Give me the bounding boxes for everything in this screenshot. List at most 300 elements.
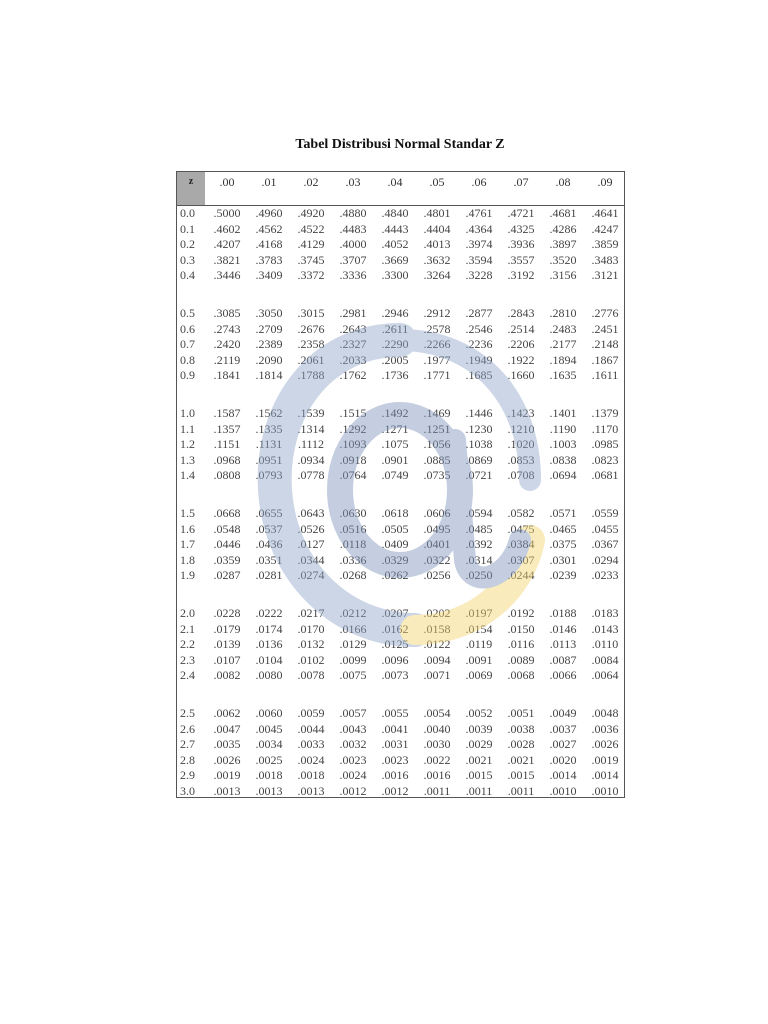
- probability-cell: .2148: [591, 337, 619, 352]
- probability-cell: .0268: [339, 568, 367, 583]
- probability-cell: .0013: [213, 784, 241, 798]
- probability-cell: .0087: [549, 652, 577, 667]
- z-value: 0.7: [180, 337, 195, 352]
- probability-cell: .0013: [255, 784, 283, 798]
- probability-cell: .0526: [297, 521, 325, 536]
- probability-cell: .2358: [297, 337, 325, 352]
- probability-cell: .4880: [339, 206, 367, 220]
- probability-cell: .0031: [381, 737, 409, 752]
- probability-cell: .0239: [549, 568, 577, 583]
- probability-cell: .1788: [297, 368, 325, 383]
- probability-cell: .3336: [339, 268, 367, 283]
- probability-cell: .0197: [465, 606, 493, 620]
- probability-cell: .0968: [213, 452, 241, 467]
- probability-cell: .0179: [213, 621, 241, 636]
- probability-cell: .0029: [465, 737, 493, 752]
- probability-cell: .0244: [507, 568, 535, 583]
- probability-cell: .1587: [213, 406, 241, 420]
- probability-cell: .4052: [381, 237, 409, 252]
- probability-cell: .0287: [213, 568, 241, 583]
- probability-cell: .2709: [255, 321, 283, 336]
- probability-cell: .1977: [423, 352, 451, 367]
- probability-cell: .3974: [465, 237, 493, 252]
- probability-cell: .1292: [339, 421, 367, 436]
- probability-cell: .0409: [381, 537, 409, 552]
- probability-cell: .0170: [297, 621, 325, 636]
- z-value: 1.0: [180, 406, 195, 420]
- probability-cell: .0571: [549, 506, 577, 520]
- probability-cell: .0436: [255, 537, 283, 552]
- probability-cell: .3015: [297, 306, 325, 320]
- probability-cell: .1251: [423, 421, 451, 436]
- probability-cell: .0104: [255, 652, 283, 667]
- z-value: 2.7: [180, 737, 195, 752]
- probability-cell: .0594: [465, 506, 493, 520]
- probability-cell: .0202: [423, 606, 451, 620]
- probability-cell: .0475: [507, 521, 535, 536]
- probability-cell: .4761: [465, 206, 493, 220]
- z-value: 1.4: [180, 468, 195, 483]
- probability-cell: .0078: [297, 668, 325, 683]
- probability-cell: .4000: [339, 237, 367, 252]
- probability-cell: .1660: [507, 368, 535, 383]
- probability-cell: .0019: [591, 752, 619, 767]
- probability-cell: .1357: [213, 421, 241, 436]
- probability-cell: .0023: [339, 752, 367, 767]
- probability-cell: .0082: [213, 668, 241, 683]
- probability-cell: .0036: [591, 721, 619, 736]
- probability-cell: .4443: [381, 221, 409, 236]
- probability-cell: .0069: [465, 668, 493, 683]
- probability-cell: .0019: [213, 768, 241, 783]
- probability-cell: .2743: [213, 321, 241, 336]
- probability-cell: .0668: [213, 506, 241, 520]
- probability-cell: .2005: [381, 352, 409, 367]
- probability-cell: .0262: [381, 568, 409, 583]
- probability-cell: .0091: [465, 652, 493, 667]
- probability-cell: .0054: [423, 706, 451, 720]
- probability-cell: .1423: [507, 406, 535, 420]
- probability-cell: .2643: [339, 321, 367, 336]
- probability-cell: .2266: [423, 337, 451, 352]
- z-value: 2.1: [180, 621, 195, 636]
- probability-cell: .0010: [549, 784, 577, 798]
- z-value: 2.5: [180, 706, 195, 720]
- probability-cell: .0139: [213, 637, 241, 652]
- z-value: 1.7: [180, 537, 195, 552]
- probability-cell: .0314: [465, 552, 493, 567]
- probability-cell: .0307: [507, 552, 535, 567]
- z-value: 1.1: [180, 421, 195, 436]
- probability-cell: .1093: [339, 437, 367, 452]
- probability-cell: .0985: [591, 437, 619, 452]
- probability-cell: .0392: [465, 537, 493, 552]
- probability-cell: .3483: [591, 252, 619, 267]
- probability-cell: .0096: [381, 652, 409, 667]
- page-title: Tabel Distribusi Normal Standar Z: [295, 137, 505, 152]
- probability-cell: .1736: [381, 368, 409, 383]
- probability-cell: .0643: [297, 506, 325, 520]
- probability-cell: .0212: [339, 606, 367, 620]
- z-value: 1.9: [180, 568, 195, 583]
- probability-cell: .0127: [297, 537, 325, 552]
- probability-cell: .0040: [423, 721, 451, 736]
- probability-cell: .0749: [381, 468, 409, 483]
- probability-cell: .0084: [591, 652, 619, 667]
- column-header: .02: [303, 175, 319, 189]
- probability-cell: .0681: [591, 468, 619, 483]
- probability-cell: .2877: [465, 306, 493, 320]
- probability-cell: .1894: [549, 352, 577, 367]
- probability-cell: .0039: [465, 721, 493, 736]
- probability-cell: .1314: [297, 421, 325, 436]
- probability-cell: .3745: [297, 252, 325, 267]
- probability-cell: .4286: [549, 221, 577, 236]
- probability-cell: .2843: [507, 306, 535, 320]
- probability-cell: .2451: [591, 321, 619, 336]
- probability-cell: .0094: [423, 652, 451, 667]
- z-value: 0.2: [180, 237, 195, 252]
- probability-cell: .0026: [213, 752, 241, 767]
- z-value: 2.8: [180, 752, 195, 767]
- probability-cell: .0951: [255, 452, 283, 467]
- probability-cell: .3372: [297, 268, 325, 283]
- probability-cell: .0901: [381, 452, 409, 467]
- probability-cell: .0694: [549, 468, 577, 483]
- probability-cell: .0018: [255, 768, 283, 783]
- probability-cell: .2090: [255, 352, 283, 367]
- probability-cell: .0129: [339, 637, 367, 652]
- probability-cell: .4325: [507, 221, 535, 236]
- probability-cell: .0110: [591, 637, 619, 652]
- probability-cell: .0934: [297, 452, 325, 467]
- probability-cell: .4207: [213, 237, 241, 252]
- probability-cell: .0014: [549, 768, 577, 783]
- probability-cell: .0618: [381, 506, 409, 520]
- probability-cell: .0041: [381, 721, 409, 736]
- probability-cell: .0048: [591, 706, 619, 720]
- probability-cell: .0516: [339, 521, 367, 536]
- probability-cell: .0016: [423, 768, 451, 783]
- probability-cell: .3594: [465, 252, 493, 267]
- probability-cell: .0918: [339, 452, 367, 467]
- column-header: .04: [387, 175, 403, 189]
- probability-cell: .0102: [297, 652, 325, 667]
- probability-cell: .0778: [297, 468, 325, 483]
- probability-cell: .0256: [423, 568, 451, 583]
- probability-cell: .0465: [549, 521, 577, 536]
- probability-cell: .0012: [339, 784, 367, 798]
- probability-cell: .1469: [423, 406, 451, 420]
- probability-cell: .0045: [255, 721, 283, 736]
- probability-cell: .0011: [507, 784, 535, 798]
- probability-cell: .1492: [381, 406, 409, 420]
- probability-cell: .2236: [465, 337, 493, 352]
- probability-cell: .1271: [381, 421, 409, 436]
- probability-cell: .0043: [339, 721, 367, 736]
- probability-cell: .2206: [507, 337, 535, 352]
- probability-cell: .0505: [381, 521, 409, 536]
- probability-cell: .4721: [507, 206, 535, 220]
- probability-cell: .0049: [549, 706, 577, 720]
- probability-cell: .0207: [381, 606, 409, 620]
- z-value: 1.2: [180, 437, 195, 452]
- z-value: 2.3: [180, 652, 195, 667]
- probability-cell: .0032: [339, 737, 367, 752]
- probability-cell: .0016: [381, 768, 409, 783]
- probability-cell: .0073: [381, 668, 409, 683]
- probability-cell: .0217: [297, 606, 325, 620]
- probability-cell: .3156: [549, 268, 577, 283]
- z-value: 2.4: [180, 668, 195, 683]
- z-value: 1.8: [180, 552, 195, 567]
- probability-cell: .1922: [507, 352, 535, 367]
- probability-cell: .1635: [549, 368, 577, 383]
- probability-cell: .0455: [591, 521, 619, 536]
- probability-cell: .0162: [381, 621, 409, 636]
- probability-cell: .0655: [255, 506, 283, 520]
- probability-cell: .3121: [591, 268, 619, 283]
- probability-cell: .0384: [507, 537, 535, 552]
- probability-cell: .0143: [591, 621, 619, 636]
- probability-cell: .0885: [423, 452, 451, 467]
- probability-cell: .0485: [465, 521, 493, 536]
- probability-cell: .0322: [423, 552, 451, 567]
- probability-cell: .3669: [381, 252, 409, 267]
- z-distribution-table: [176, 171, 625, 798]
- probability-cell: .0793: [255, 468, 283, 483]
- column-header: .09: [597, 175, 613, 189]
- probability-cell: .0228: [213, 606, 241, 620]
- z-value: 2.6: [180, 721, 195, 736]
- probability-cell: .1949: [465, 352, 493, 367]
- probability-cell: .4404: [423, 221, 451, 236]
- probability-cell: .0274: [297, 568, 325, 583]
- probability-cell: .1003: [549, 437, 577, 452]
- column-header: .05: [429, 175, 445, 189]
- probability-cell: .2290: [381, 337, 409, 352]
- z-value: 1.5: [180, 506, 195, 520]
- column-header: .08: [555, 175, 571, 189]
- probability-cell: .4681: [549, 206, 577, 220]
- probability-cell: .2420: [213, 337, 241, 352]
- probability-cell: .0033: [297, 737, 325, 752]
- probability-cell: .4483: [339, 221, 367, 236]
- probability-cell: .2946: [381, 306, 409, 320]
- probability-cell: .1112: [297, 437, 325, 452]
- probability-cell: .4129: [297, 237, 325, 252]
- probability-cell: .2981: [339, 306, 367, 320]
- z-value: 2.9: [180, 768, 195, 783]
- z-value: 0.6: [180, 321, 195, 336]
- probability-cell: .1210: [507, 421, 535, 436]
- probability-cell: .0735: [423, 468, 451, 483]
- probability-cell: .0066: [549, 668, 577, 683]
- z-value: 2.2: [180, 637, 195, 652]
- probability-cell: .3632: [423, 252, 451, 267]
- probability-cell: .2611: [381, 321, 409, 336]
- probability-cell: .0023: [381, 752, 409, 767]
- probability-cell: .0838: [549, 452, 577, 467]
- probability-cell: .1151: [213, 437, 241, 452]
- probability-cell: .4364: [465, 221, 493, 236]
- probability-cell: .0281: [255, 568, 283, 583]
- probability-cell: .0183: [591, 606, 619, 620]
- probability-cell: .0630: [339, 506, 367, 520]
- probability-cell: .3936: [507, 237, 535, 252]
- probability-cell: .4960: [255, 206, 283, 220]
- probability-cell: .0020: [549, 752, 577, 767]
- probability-cell: .1038: [465, 437, 493, 452]
- probability-cell: .0038: [507, 721, 535, 736]
- probability-cell: .0548: [213, 521, 241, 536]
- probability-cell: .3192: [507, 268, 535, 283]
- probability-cell: .1379: [591, 406, 619, 420]
- probability-cell: .0113: [549, 637, 577, 652]
- probability-cell: .3783: [255, 252, 283, 267]
- column-header: .07: [513, 175, 529, 189]
- column-header: .03: [345, 175, 361, 189]
- z-column-header: z: [177, 172, 205, 205]
- probability-cell: .0068: [507, 668, 535, 683]
- probability-cell: .0721: [465, 468, 493, 483]
- probability-cell: .2119: [213, 352, 241, 367]
- probability-cell: .0080: [255, 668, 283, 683]
- probability-cell: .0222: [255, 606, 283, 620]
- probability-cell: .4013: [423, 237, 451, 252]
- probability-cell: .2676: [297, 321, 325, 336]
- probability-cell: .0582: [507, 506, 535, 520]
- probability-cell: .0034: [255, 737, 283, 752]
- probability-cell: .0606: [423, 506, 451, 520]
- probability-cell: .1075: [381, 437, 409, 452]
- probability-cell: .1056: [423, 437, 451, 452]
- probability-cell: .1335: [255, 421, 283, 436]
- probability-cell: .0035: [213, 737, 241, 752]
- probability-cell: .1841: [213, 368, 241, 383]
- probability-cell: .4168: [255, 237, 283, 252]
- probability-cell: .4562: [255, 221, 283, 236]
- probability-cell: .4840: [381, 206, 409, 220]
- probability-cell: .1446: [465, 406, 493, 420]
- probability-cell: .1230: [465, 421, 493, 436]
- probability-cell: .0764: [339, 468, 367, 483]
- probability-cell: .0021: [465, 752, 493, 767]
- probability-cell: .1762: [339, 368, 367, 383]
- probability-cell: .0136: [255, 637, 283, 652]
- probability-cell: .0062: [213, 706, 241, 720]
- probability-cell: .2578: [423, 321, 451, 336]
- probability-cell: .0301: [549, 552, 577, 567]
- probability-cell: .0118: [339, 537, 367, 552]
- probability-cell: .0060: [255, 706, 283, 720]
- probability-cell: .0146: [549, 621, 577, 636]
- probability-cell: .1611: [591, 368, 619, 383]
- probability-cell: .1562: [255, 406, 283, 420]
- probability-cell: .1539: [297, 406, 325, 420]
- column-header: .06: [471, 175, 487, 189]
- probability-cell: .0116: [507, 637, 535, 652]
- z-value: 0.3: [180, 252, 195, 267]
- table-body: [177, 206, 624, 796]
- z-value: 2.0: [180, 606, 195, 620]
- probability-cell: .0329: [381, 552, 409, 567]
- probability-cell: .3409: [255, 268, 283, 283]
- probability-cell: .3707: [339, 252, 367, 267]
- probability-cell: .0446: [213, 537, 241, 552]
- probability-cell: .0294: [591, 552, 619, 567]
- probability-cell: .0344: [297, 552, 325, 567]
- probability-cell: .0024: [297, 752, 325, 767]
- probability-cell: .0015: [507, 768, 535, 783]
- probability-cell: .5000: [213, 206, 241, 220]
- probability-cell: .3557: [507, 252, 535, 267]
- z-value: 1.3: [180, 452, 195, 467]
- probability-cell: .0359: [213, 552, 241, 567]
- probability-cell: .2776: [591, 306, 619, 320]
- probability-cell: .3821: [213, 252, 241, 267]
- probability-cell: .0233: [591, 568, 619, 583]
- probability-cell: .3264: [423, 268, 451, 283]
- probability-cell: .0166: [339, 621, 367, 636]
- probability-cell: .1020: [507, 437, 535, 452]
- probability-cell: .0075: [339, 668, 367, 683]
- z-value: 0.0: [180, 206, 195, 220]
- probability-cell: .0030: [423, 737, 451, 752]
- probability-cell: .0010: [591, 784, 619, 798]
- probability-cell: .0250: [465, 568, 493, 583]
- probability-cell: .0012: [381, 784, 409, 798]
- probability-cell: .0107: [213, 652, 241, 667]
- probability-cell: .4641: [591, 206, 619, 220]
- probability-cell: .3050: [255, 306, 283, 320]
- probability-cell: .0367: [591, 537, 619, 552]
- probability-cell: .0174: [255, 621, 283, 636]
- probability-cell: .0192: [507, 606, 535, 620]
- probability-cell: .0099: [339, 652, 367, 667]
- probability-cell: .2033: [339, 352, 367, 367]
- probability-cell: .0132: [297, 637, 325, 652]
- probability-cell: .3228: [465, 268, 493, 283]
- probability-cell: .0015: [465, 768, 493, 783]
- probability-cell: .0044: [297, 721, 325, 736]
- probability-cell: .0869: [465, 452, 493, 467]
- probability-cell: .0401: [423, 537, 451, 552]
- table-header-row: [177, 172, 624, 206]
- probability-cell: .0011: [465, 784, 493, 798]
- probability-cell: .2912: [423, 306, 451, 320]
- probability-cell: .0052: [465, 706, 493, 720]
- probability-cell: .2061: [297, 352, 325, 367]
- z-value: 0.4: [180, 268, 195, 283]
- probability-cell: .1814: [255, 368, 283, 383]
- probability-cell: .0150: [507, 621, 535, 636]
- probability-cell: .4247: [591, 221, 619, 236]
- probability-cell: .2810: [549, 306, 577, 320]
- probability-cell: .1170: [591, 421, 619, 436]
- z-value: 1.6: [180, 521, 195, 536]
- probability-cell: .1190: [549, 421, 577, 436]
- probability-cell: .2483: [549, 321, 577, 336]
- probability-cell: .1131: [255, 437, 283, 452]
- probability-cell: .0537: [255, 521, 283, 536]
- probability-cell: .0375: [549, 537, 577, 552]
- probability-cell: .3446: [213, 268, 241, 283]
- probability-cell: .2177: [549, 337, 577, 352]
- probability-cell: .0047: [213, 721, 241, 736]
- probability-cell: .0025: [255, 752, 283, 767]
- probability-cell: .0125: [381, 637, 409, 652]
